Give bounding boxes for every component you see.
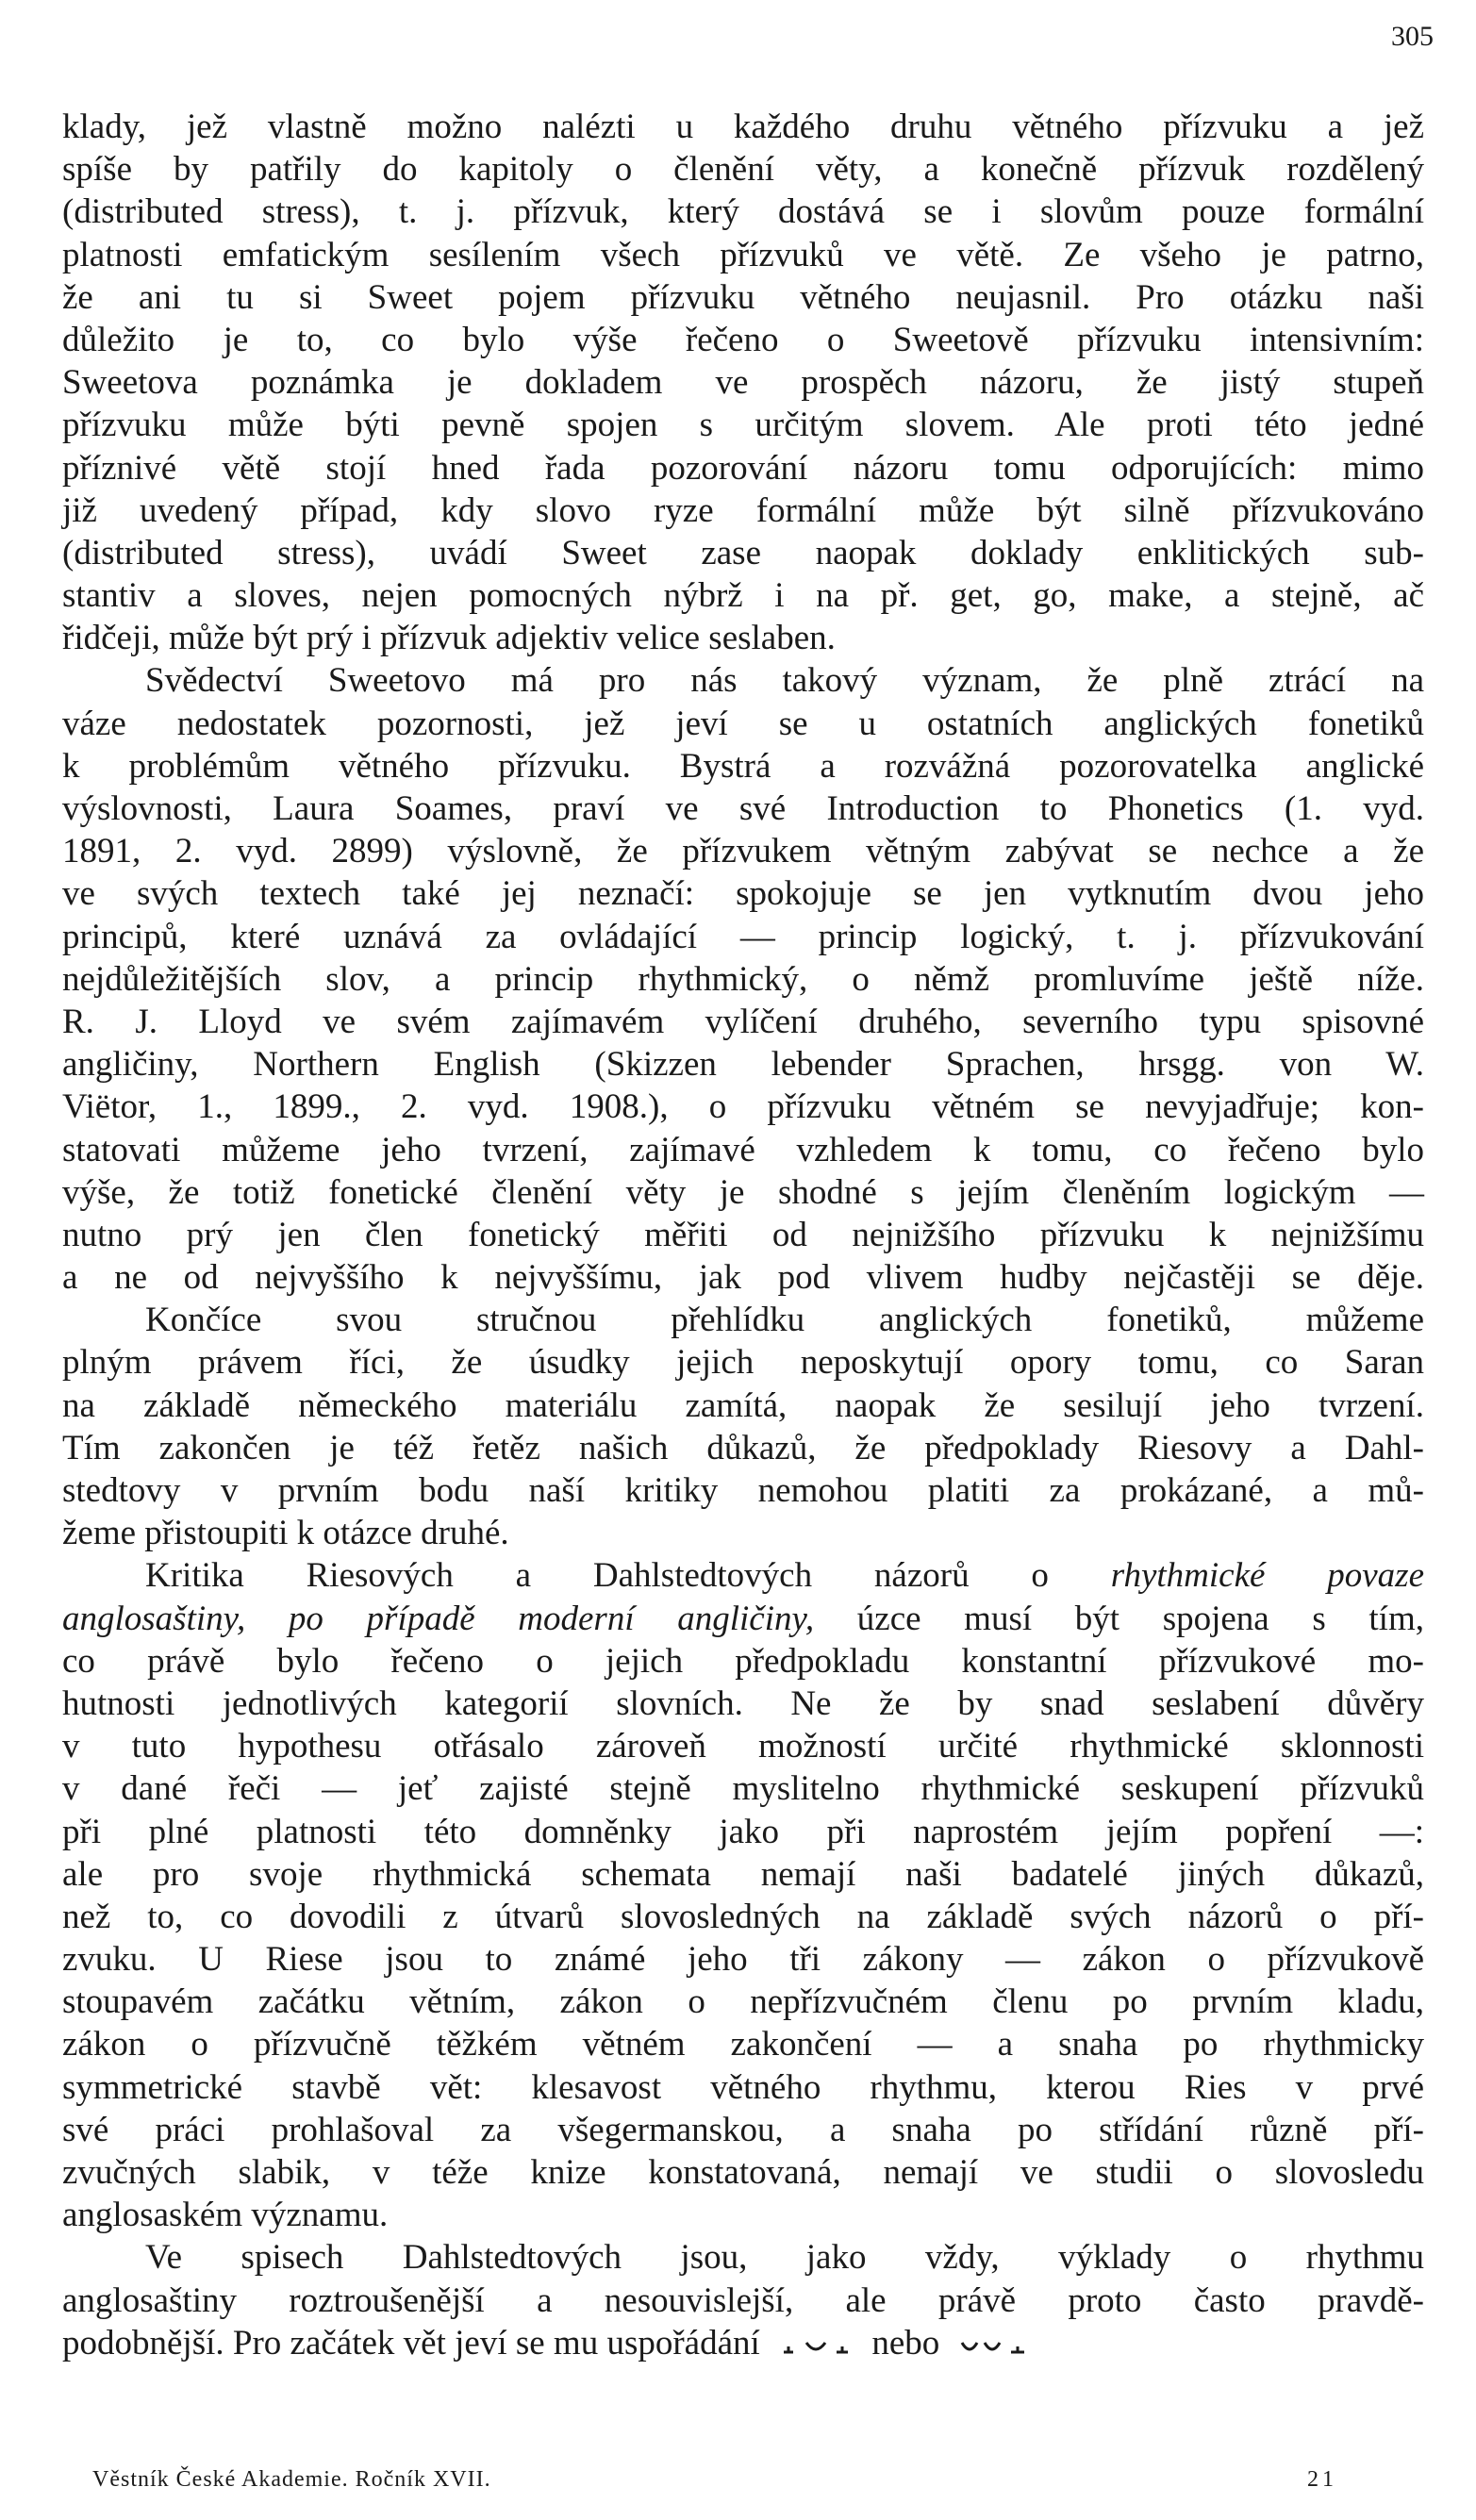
text-line: při plné platnosti této domněnky jako při naprostém jejím popření —: [62, 1812, 1424, 1851]
text-line: než to, co dovodili z útvarů slovosledných na základě svých názorů o pří- [62, 1897, 1424, 1936]
text-line: důležito je to, co bylo výše řečeno o Sweetově přízvuku intensivním: [62, 320, 1424, 359]
metrical-pattern-rising-icon [778, 2331, 854, 2360]
text-line: co právě bylo řečeno o jejich předpokladu konstantní přízvukové mo- [62, 1641, 1424, 1681]
text-line: principů, které uznává za ovládající — princip logický, t. j. přízvukování [62, 917, 1424, 956]
italic-phrase: rhythmické povaze [1110, 1556, 1424, 1596]
text-line: přízvuku může býti pevně spojen s určitým slovem. Ale proti této jedné [62, 406, 1424, 445]
text-line: v dané řeči — jeť zajisté stejně myslitelno rhythmické seskupení přízvuků [62, 1769, 1424, 1809]
text-line: nejdůležitějších slov, a princip rhythmický, o němž promluvíme ještě níže. [62, 959, 1424, 999]
text-segment: úzce musí být spojena s tím, [856, 1599, 1424, 1638]
text-line: stoupavém začátku větním, zákon o nepřízvučném členu po prvním kladu, [62, 1982, 1424, 2022]
text-line: své práci prohlašoval za všegermanskou, a snaha po střídání různě pří- [62, 2110, 1424, 2149]
text-line: nutno prý jen člen fonetický měřiti od nejnižšího přízvuku k nejnižšímu [62, 1215, 1424, 1254]
metrical-pattern-anapest-icon [958, 2331, 1034, 2360]
text-line: 1891, 2. vyd. 2899) výslovně, že přízvukem větným zabývat se nechce a že [62, 832, 1424, 871]
text-line: anglosaštiny roztroušenější a nesouvislejší, ale právě proto často pravdě- [62, 2280, 1424, 2320]
text-line: hutnosti jednotlivých kategorií slovních. Ne že by snad seslabení důvěry [62, 1683, 1424, 1723]
journal-footer: Věstník České Akademie. Ročník XVII. [92, 2467, 491, 2492]
text-line: Tím zakončen je též řetěz našich důkazů, že předpoklady Riesovy a Dahl- [62, 1428, 1424, 1467]
text-segment: nebo [871, 2323, 940, 2362]
text-segment: podobnější. Pro začátek vět jeví se mu uspořádání [62, 2323, 760, 2362]
text-line: k problémům větného přízvuku. Bystrá a rozvážná pozorovatelka anglické [62, 746, 1424, 786]
text-line: výslovnosti, Laura Soames, praví ve své Introduction to Phonetics (1. vyd. [62, 789, 1424, 828]
text-line: výše, že totiž fonetické členění věty je shodné s jejím členěním logickým — [62, 1172, 1424, 1212]
text-line: stedtovy v prvním bodu naší kritiky nemohou platiti za prokázané, a mů- [62, 1471, 1424, 1510]
text-line: klady, jež vlastně možno nalézti u každého druhu větného přízvuku a jež [62, 108, 1424, 146]
text-line: angličiny, Northern English (Skizzen lebender Sprachen, hrsgg. von W. [62, 1045, 1424, 1085]
paragraph-start-line [62, 1554, 1424, 1597]
text-line: váze nedostatek pozornosti, jež jeví se u ostatních anglických fonetiků [62, 704, 1424, 743]
paragraph-start-line: Končíce svou stručnou přehlídku anglických fonetiků, můžeme [145, 1301, 1424, 1340]
text-line: zvučných slabik, v téže knize konstatovaná, nemají ve studii o slovosledu [62, 2153, 1424, 2192]
text-line: statovati můžeme jeho tvrzení, zajímavé vzhledem k tomu, co řečeno bylo [62, 1130, 1424, 1169]
paragraph-start-line: Ve spisech Dahlstedtových jsou, jako vždy, výklady o rhythmu [145, 2238, 1424, 2278]
text-line: již uvedený případ, kdy slovo ryze formální může být silně přízvukováno [62, 490, 1424, 530]
text-line: na základě německého materiálu zamítá, naopak že sesilují jeho tvrzení. [62, 1385, 1424, 1425]
text-line: Viëtor, 1., 1899., 2. vyd. 1908.), o přízvuku větném se nevyjadřuje; kon- [62, 1087, 1424, 1127]
signature-mark: 21 [1307, 2467, 1337, 2492]
text-line: řidčeji, může být prý i přízvuk adjektiv velice seslaben. [62, 619, 836, 658]
text-line: R. J. Lloyd ve svém zajímavém vylíčení druhého, severního typu spisovné [62, 1002, 1424, 1041]
text-line: Sweetova poznámka je dokladem ve prospěch názoru, že jistý stupeň [62, 363, 1424, 403]
text-line: plným právem říci, že úsudky jejich neposkytují opory tomu, co Saran [62, 1343, 1424, 1383]
text-line [62, 1598, 1424, 1640]
text-line: zákon o přízvučně těžkém větném zakončení — a snaha po rhythmicky [62, 2025, 1424, 2064]
text-line: zvuku. U Riese jsou to známé jeho tři zákony — zákon o přízvukově [62, 1940, 1424, 1980]
text-line: spíše by patřily do kapitoly o členění věty, a konečně přízvuk rozdělený [62, 150, 1424, 190]
text-line: platnosti emfatickým sesílením všech přízvuků ve větě. Ze všeho je patrno, [62, 235, 1424, 274]
text-line: (distributed stress), t. j. přízvuk, který dostává se i slovům pouze formální [62, 192, 1424, 232]
text-line: příznivé větě stojí hned řada pozorování názoru tomu odporujících: mimo [62, 448, 1424, 488]
text-line: ve svých textech také jej neznačí: spokojuje se jen vytknutím dvou jeho [62, 874, 1424, 914]
page-number: 305 [1391, 21, 1434, 52]
paragraph-start-line: Svědectví Sweetovo má pro nás takový význam, že plně ztrácí na [145, 661, 1424, 701]
text-line: (distributed stress), uvádí Sweet zase naopak doklady enklitických sub- [62, 533, 1424, 572]
text-line: ale pro svoje rhythmická schemata nemají naši badatelé jiných důkazů, [62, 1854, 1424, 1894]
body-text [62, 106, 1424, 2364]
text-line: anglosaském významu. [62, 2196, 389, 2235]
text-line: a ne od nejvyššího k nejvyššímu, jak pod vlivem hudby nejčastěji se děje. [62, 1258, 1424, 1298]
text-line: stantiv a sloves, nejen pomocných nýbrž i na př. get, go, make, a stejně, ač [62, 576, 1424, 616]
text-line: symmetrické stavbě vět: klesavost větného rhythmu, kterou Ries v prvé [62, 2067, 1424, 2107]
text-segment: Kritika Riesových a Dahlstedtových názorů o [145, 1556, 1049, 1596]
text-line [62, 2322, 1424, 2364]
text-line: že ani tu si Sweet pojem přízvuku větného neujasnil. Pro otázku naši [62, 277, 1424, 317]
text-line: v tuto hypothesu otřásalo zároveň možností určité rhythmické sklonnosti [62, 1727, 1424, 1766]
text-line: žeme přistoupiti k otázce druhé. [62, 1514, 509, 1553]
italic-phrase: anglosaštiny, po případě moderní angličiny, [62, 1599, 815, 1638]
